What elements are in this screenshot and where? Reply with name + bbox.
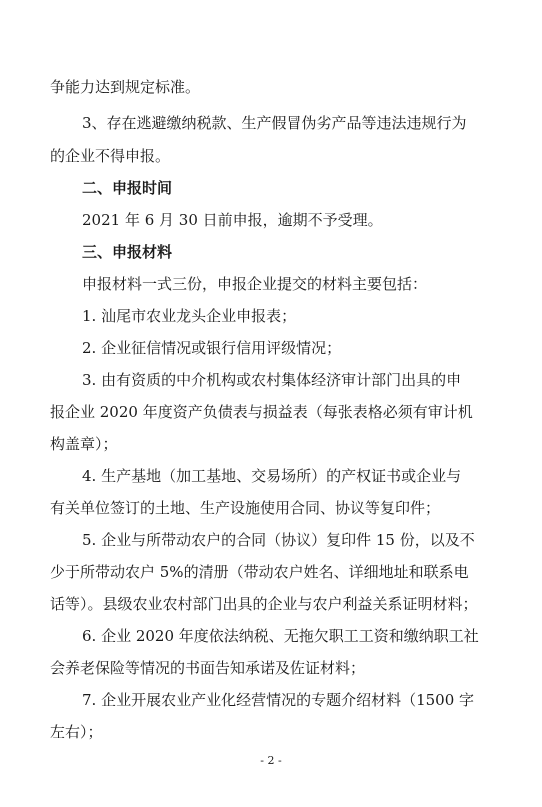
material-item-6-line-1: 6. 企业 2020 年度依法纳税、无拖欠职工工资和缴纳职工社 xyxy=(82,627,479,645)
item-3-line-1: 3、存在逃避缴纳税款、生产假冒伪劣产品等违法违规行为 xyxy=(82,114,467,132)
material-item-2: 2. 企业征信情况或银行信用评级情况； xyxy=(82,339,342,357)
material-item-1: 1. 汕尾市农业龙头企业申报表； xyxy=(82,307,297,325)
material-item-3-line-3: 构盖章）； xyxy=(50,435,118,453)
material-item-5-line-1: 5. 企业与所带动农户的合同（协议）复印件 15 份，以及不 xyxy=(82,531,475,549)
material-item-4-line-2: 有关单位签订的土地、生产设施使用合同、协议等复印件； xyxy=(50,499,441,517)
section-heading-materials: 三、申报材料 xyxy=(82,243,173,261)
materials-intro: 申报材料一式三份，申报企业提交的材料主要包括： xyxy=(82,275,428,293)
deadline-text: 2021 年 6 月 30 日前申报，逾期不予受理。 xyxy=(82,211,383,229)
material-item-5-line-3: 话等）。县级农业农村部门出具的企业与农户利益关系证明材料； xyxy=(50,595,478,613)
material-item-7-line-1: 7. 企业开展农业产业化经营情况的专题介绍材料（1500 字 xyxy=(82,691,475,709)
material-item-6-line-2: 会养老保险等情况的书面告知承诺及佐证材料； xyxy=(50,659,366,677)
page-number: - 2 - xyxy=(260,754,282,767)
material-item-4-line-1: 4. 生产基地（加工基地、交易场所）的产权证书或企业与 xyxy=(82,467,462,485)
material-item-5-line-2: 少于所带动农户 5%的清册（带动农户姓名、详细地址和联系电 xyxy=(50,563,469,581)
item-3-line-2: 的企业不得申报。 xyxy=(50,147,171,165)
material-item-3-line-1: 3. 由有资质的中介机构或农村集体经济审计部门出具的申 xyxy=(82,371,462,389)
section-heading-time: 二、申报时间 xyxy=(82,179,173,197)
paragraph-line-continuation: 争能力达到规定标准。 xyxy=(50,78,201,96)
material-item-7-line-2: 左右）； xyxy=(50,723,103,741)
material-item-3-line-2: 报企业 2020 年度资产负债表与损益表（每张表格必须有审计机 xyxy=(50,403,473,421)
